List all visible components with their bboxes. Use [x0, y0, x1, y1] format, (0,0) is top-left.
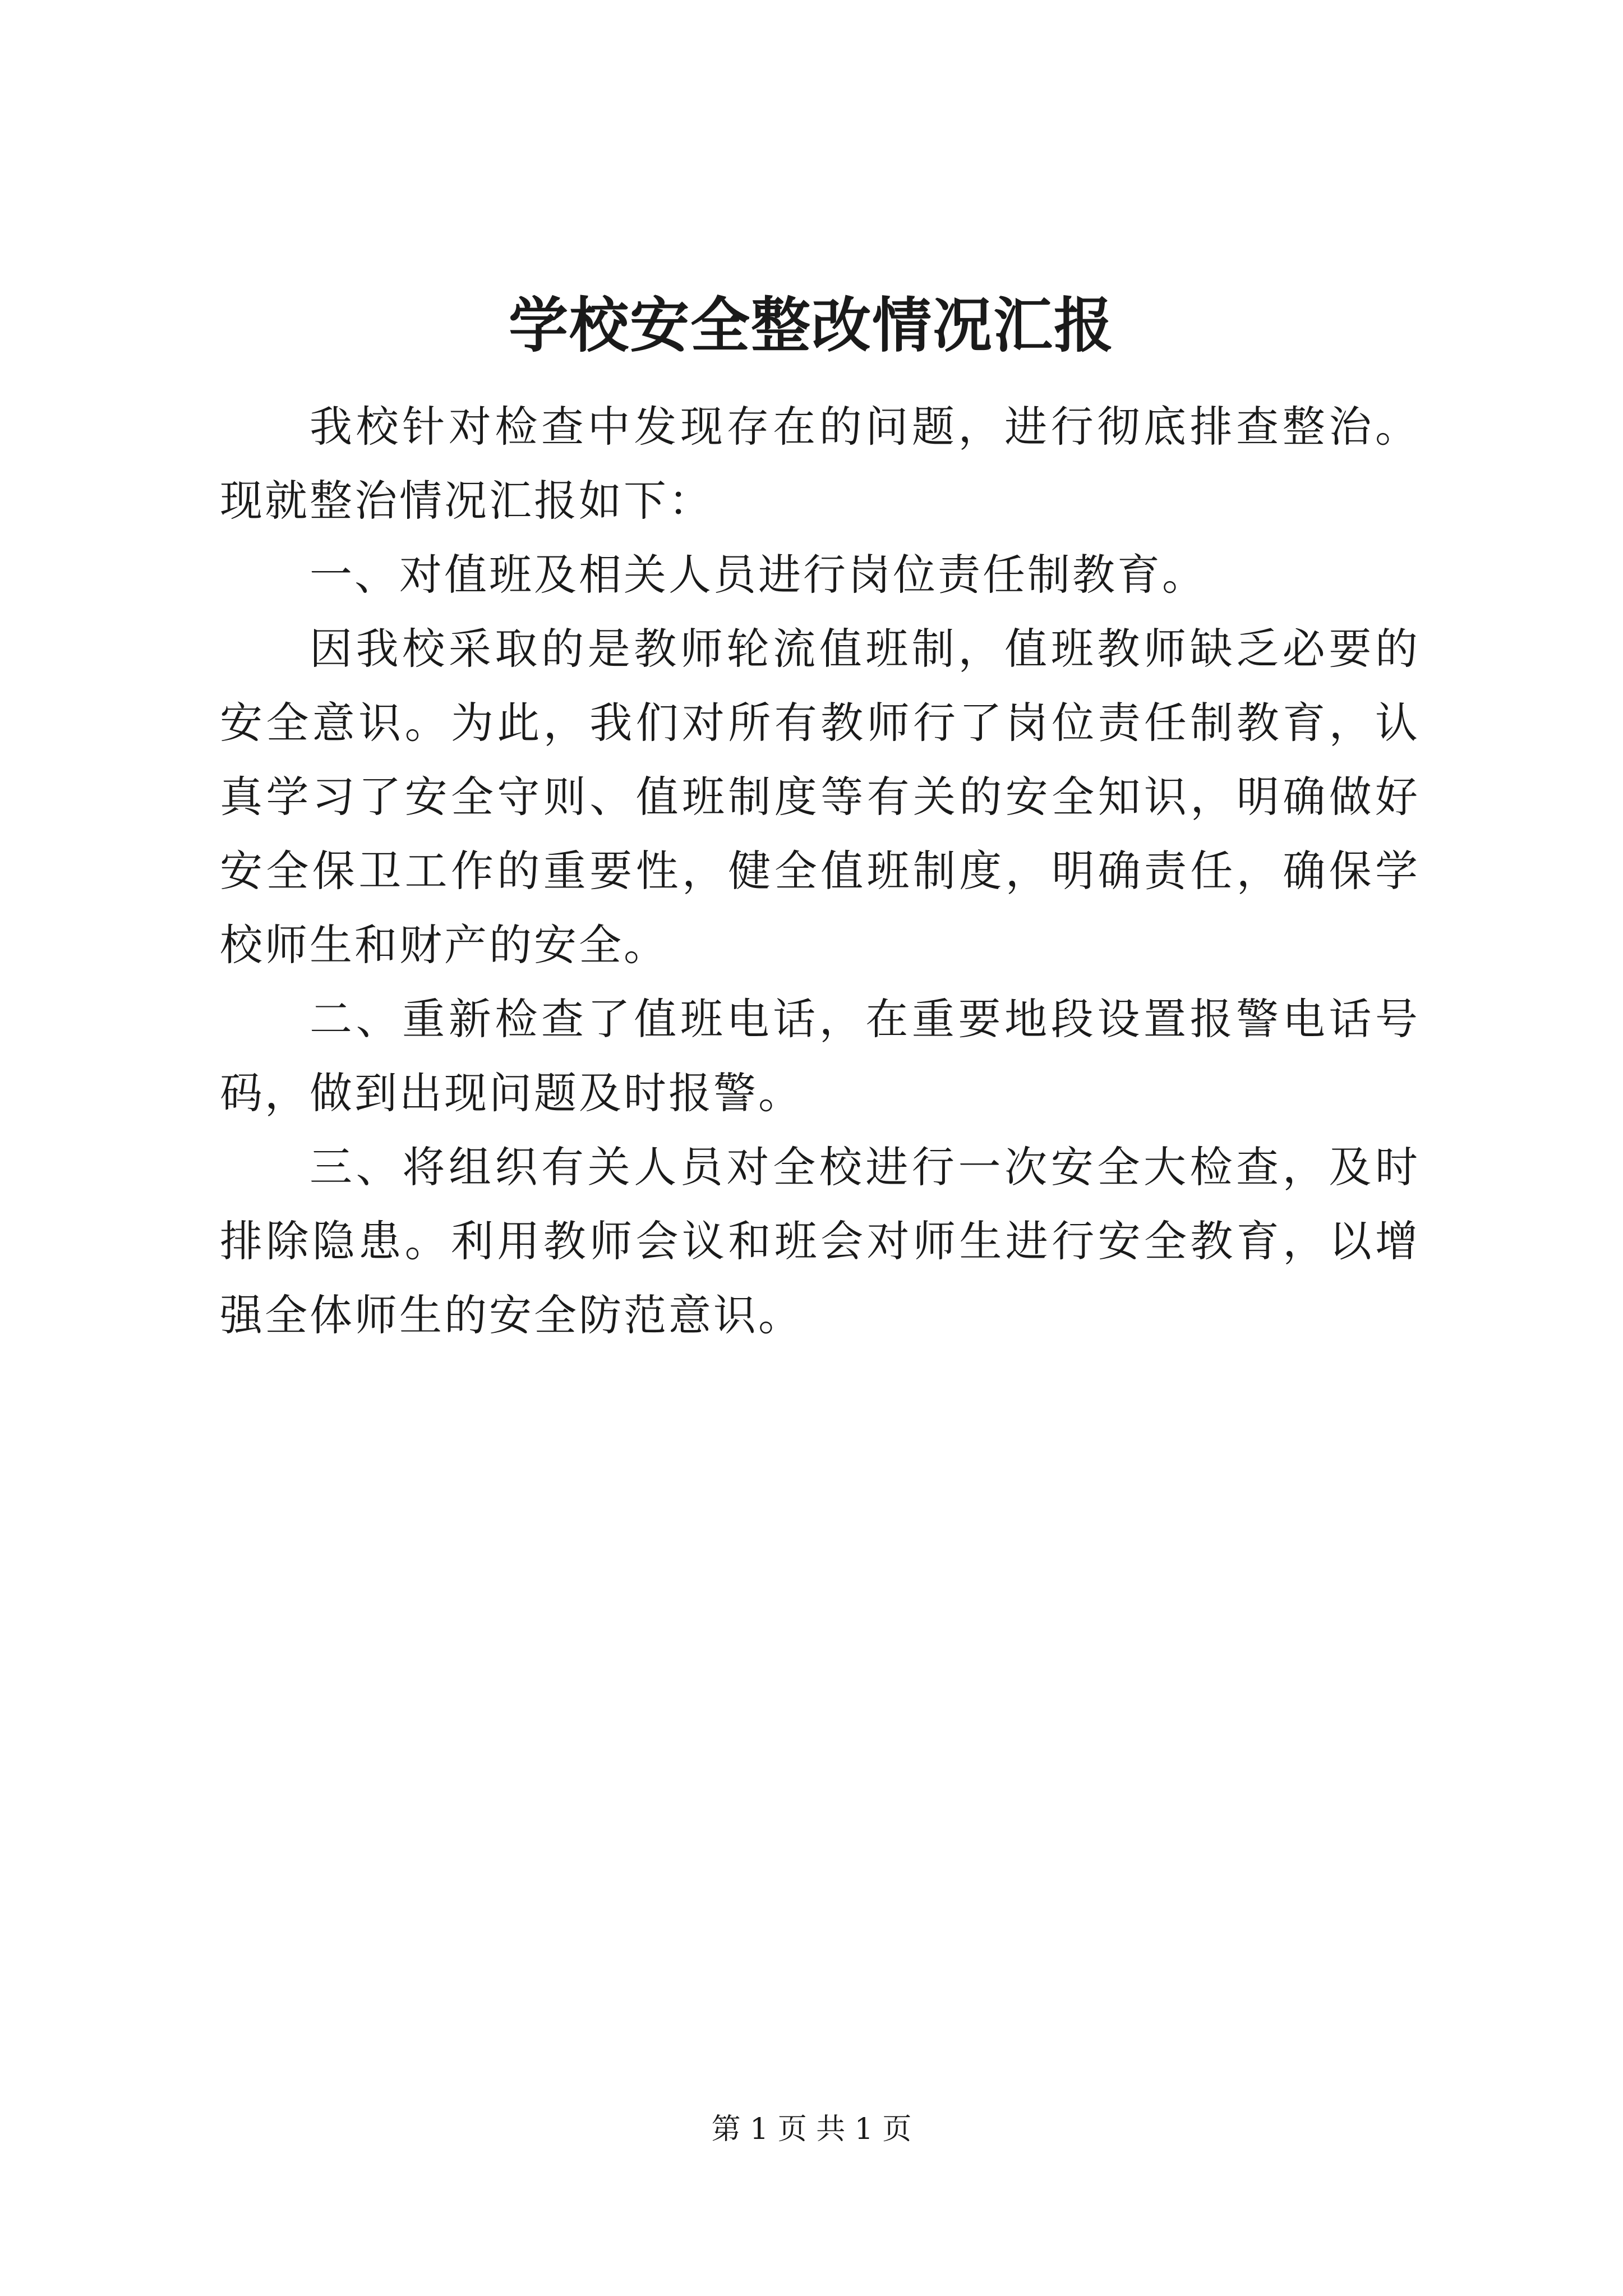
paragraph-section-2: 二、重新检查了值班电话，在重要地段设置报警电话号码，做到出现问题及时报警。 — [220, 994, 1420, 1118]
paragraph-section-1-body: 因我校采取的是教师轮流值班制，值班教师缺乏必要的安全意识。为此，我们对所有教师行了岗位责任制教育，认真学习了安全守则、值班制度等有关的安全知识，明确做好安全保卫工作的重要性，健全值班制度，明确责任，确保学校师生和财产的安全。 — [220, 624, 1420, 970]
document-title: 学校安全整改情况汇报 — [509, 290, 1114, 360]
document-body — [220, 390, 1420, 1352]
paragraph-section-1-heading: 一、对值班及相关人员进行岗位责任制教育。 — [310, 550, 1207, 600]
paragraph-section-3: 三、将组织有关人员对全校进行一次安全大检查，及时排除隐患。利用教师会议和班会对师生进行安全教育，以增强全体师生的安全防范意识。 — [220, 1142, 1420, 1340]
page-number-footer: 第 1 页 共 1 页 — [711, 2113, 912, 2146]
paragraph-intro: 我校针对检查中发现存在的问题，进行彻底排查整治。现就整治情况汇报如下： — [220, 402, 1420, 526]
